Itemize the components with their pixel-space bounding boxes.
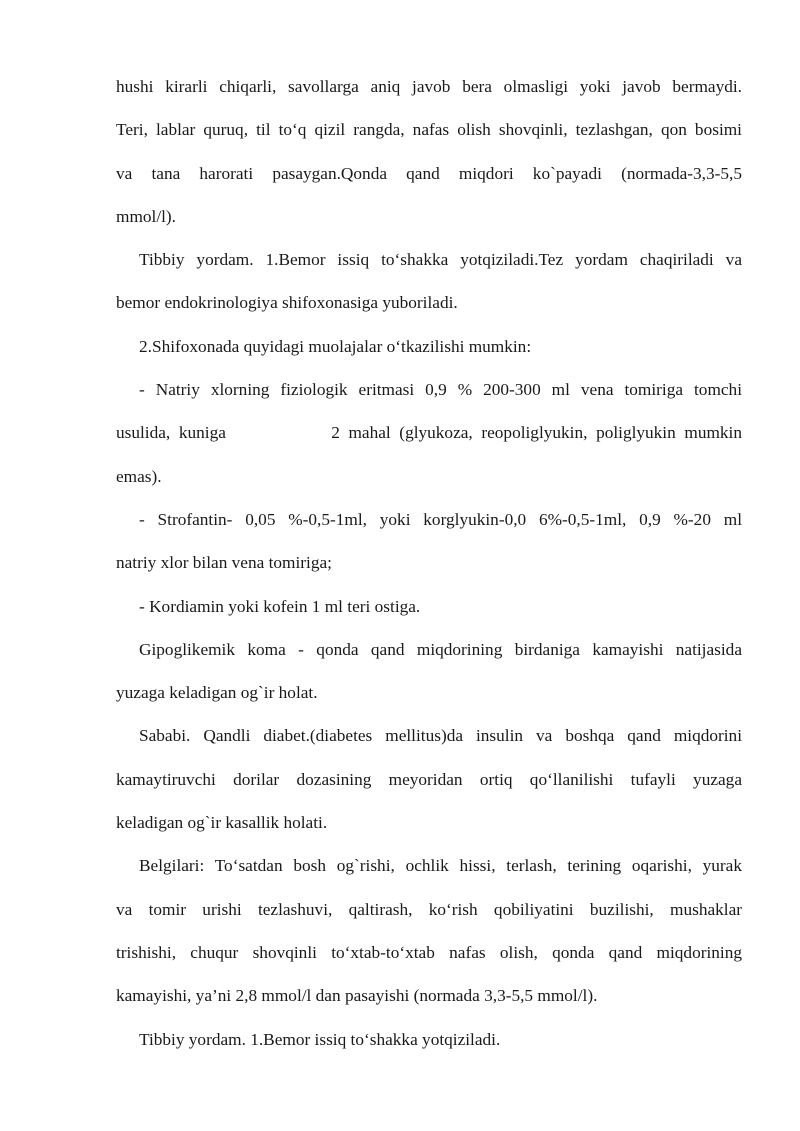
text-line: hushi kirarli chiqarli, savollarga aniq javob bera olmasligi yoki javob bermaydi. (116, 77, 742, 96)
text-line: keladigan og`ir kasallik holati. (116, 813, 328, 833)
text-line: bemor endokrinologiya shifoxonasiga yuboriladi. (116, 293, 458, 313)
text-line: Sababi. Qandli diabet.(diabetes mellitus)da insulin va boshqa qand miqdorini (139, 726, 742, 746)
text-line: kamaytiruvchi dorilar dozasining meyoridan ortiq qo‘llanilishi tufayli yuzaga (116, 769, 742, 789)
text-line: yuzaga keladigan og`ir holat. (116, 683, 318, 703)
text-line: emas). (116, 466, 162, 486)
text-segment: 2 mahal (glyukoza, reopoliglyukin, poliglyukin mumkin (331, 423, 742, 443)
text-line: 2.Shifoxonada quyidagi muolajalar o‘tkazilishi mumkin: (139, 336, 532, 356)
text-line: mmol/l). (116, 206, 177, 226)
text-line: - Kordiamin yoki kofein 1 ml teri ostiga. (139, 596, 421, 616)
text-line: - Strofantin- 0,05 %-0,5-1ml, yoki korglyukin-0,0 6%-0,5-1ml, 0,9 %-20 ml (139, 509, 742, 529)
text-line: Teri, lablar quruq, til to‘q qizil rangda, nafas olish shovqinli, tezlashgan, qon bosimi (116, 120, 742, 140)
text-line: kamayishi, ya’ni 2,8 mmol/l dan pasayishi (normada 3,3-5,5 mmol/l). (116, 986, 598, 1006)
text-line: Gipoglikemik koma - qonda qand miqdorining birdaniga kamayishi natijasida (139, 639, 742, 659)
text-line: Belgilari: To‘satdan bosh og`rishi, ochlik hissi, terlash, terining oqarishi, yurak (139, 856, 742, 876)
text-line: - Natriy xlorning fiziologik eritmasi 0,9 % 200-300 ml vena tomiriga tomchi (139, 380, 742, 400)
text-line-split (116, 418, 742, 461)
text-segment: usulida, kuniga (116, 423, 226, 443)
text-line: va tana harorati pasaygan.Qonda qand miqdori ko`payadi (normada-3,3-5,5 (116, 163, 742, 183)
text-line: Tibbiy yordam. 1.Bemor issiq to‘shakka yotqiziladi. (139, 1029, 501, 1049)
text-line: trishishi, chuqur shovqinli to‘xtab-to‘xtab nafas olish, qonda qand miqdorining (116, 942, 742, 962)
text-line: natriy xlor bilan vena tomiriga; (116, 553, 332, 573)
text-line: va tomir urishi tezlashuvi, qaltirash, ko‘rish qobiliyatini buzilishi, mushaklar (116, 899, 742, 919)
text-line: Tibbiy yordam. 1.Bemor issiq to‘shakka yotqiziladi.Tez yordam chaqiriladi va (139, 250, 742, 270)
document-page (116, 72, 742, 1068)
